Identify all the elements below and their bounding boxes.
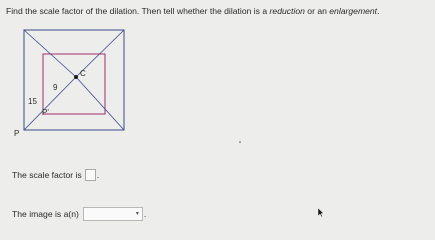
image-type-label: The image is a(n): [12, 209, 79, 219]
image-type-row: [12, 207, 146, 221]
label-p-prime: P': [42, 108, 49, 117]
image-type-period: .: [143, 209, 147, 219]
question-prompt: [6, 6, 379, 17]
label-c: C: [80, 69, 86, 78]
diagonal-bottom-right: [76, 77, 124, 130]
scale-factor-row: [12, 169, 99, 181]
prompt-reduction: reduction: [269, 6, 305, 16]
prompt-text: Find the scale factor of the dilation. Then tell whether the dilation is a: [6, 6, 270, 16]
dilation-figure: [6, 24, 136, 142]
label-15: 15: [28, 97, 37, 106]
image-type-select[interactable]: [83, 207, 143, 221]
chevron-down-icon: ▾: [135, 211, 139, 217]
stray-dot: [239, 141, 241, 143]
label-p: P: [14, 129, 20, 138]
label-9: 9: [53, 83, 58, 92]
prompt-enlargement: enlargement: [329, 6, 378, 16]
prompt-or: or an: [304, 6, 330, 16]
prompt-end: .: [377, 6, 380, 16]
dilation-diagram: [6, 24, 136, 142]
center-point: [74, 75, 78, 79]
scale-factor-period: .: [96, 170, 100, 180]
scale-factor-input[interactable]: [85, 169, 96, 181]
scale-factor-label: The scale factor is: [12, 170, 82, 180]
